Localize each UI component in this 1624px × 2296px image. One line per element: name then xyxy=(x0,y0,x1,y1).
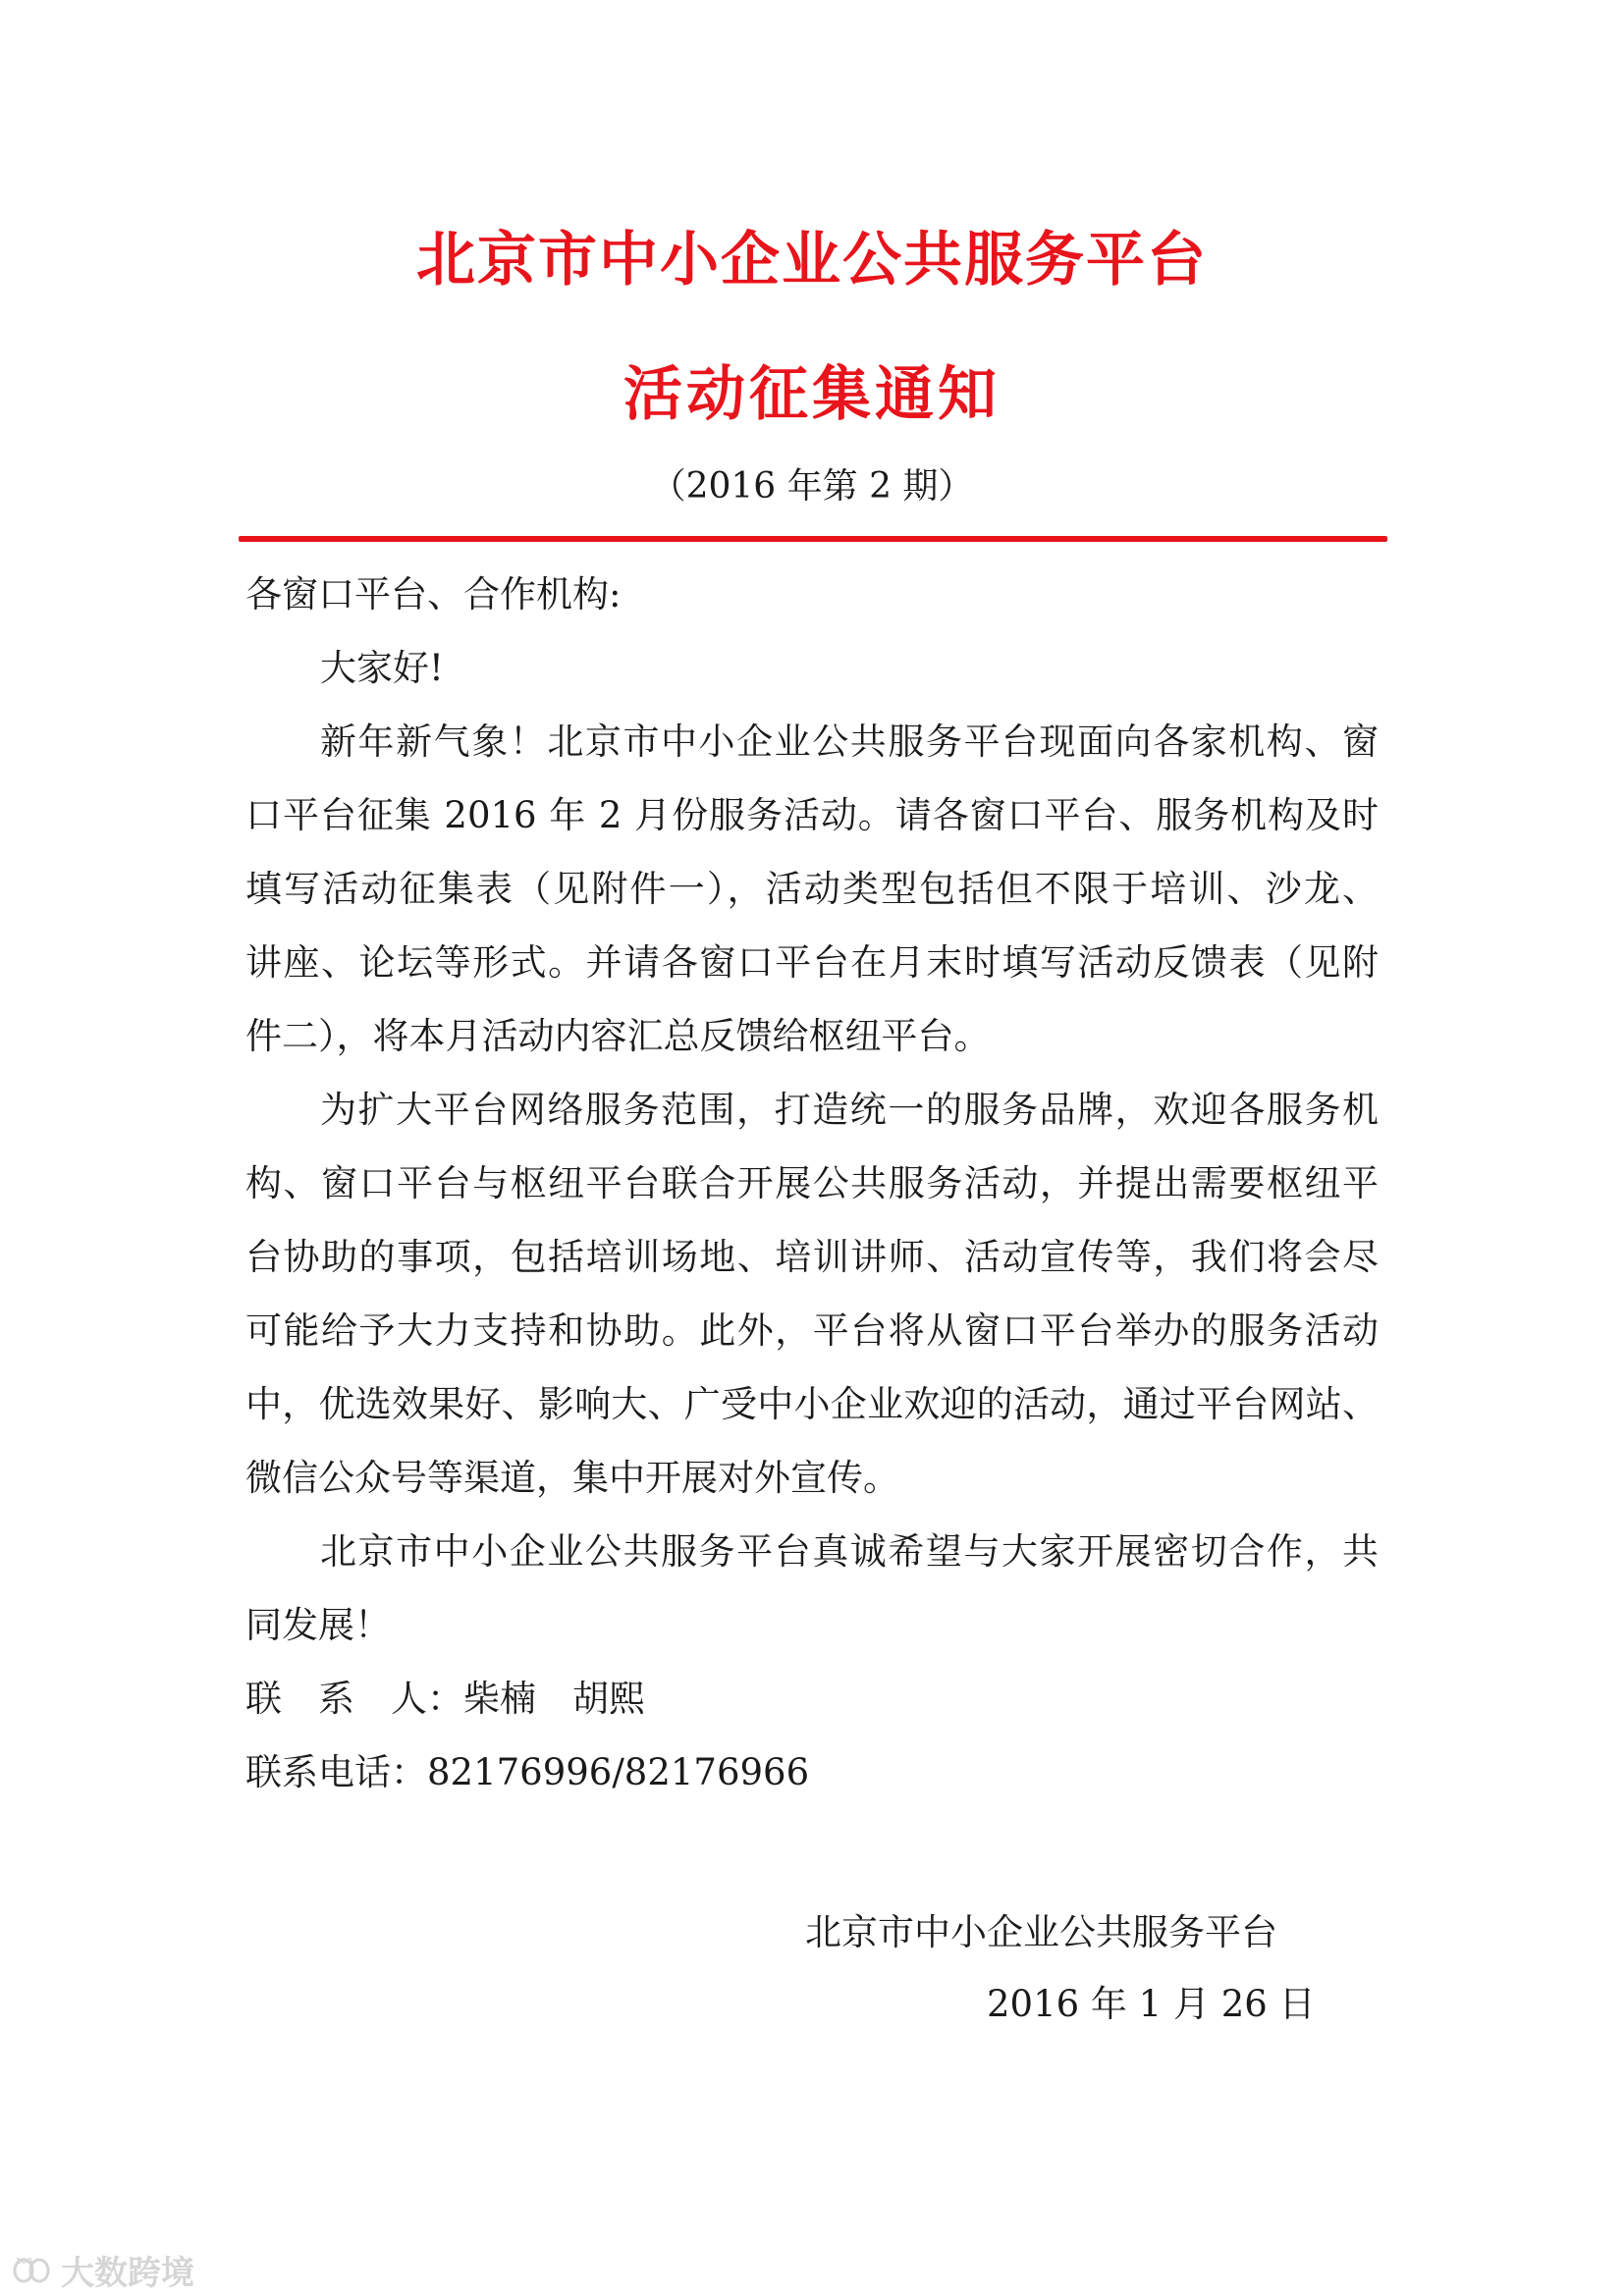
paragraph-2-line: 可能给予大力支持和协助。此外，平台将从窗口平台举办的服务活动 xyxy=(245,1309,1379,1352)
paragraph-2-line: 为扩大平台网络服务范围，打造统一的服务品牌，欢迎各服务机 xyxy=(320,1089,1379,1131)
watermark-logo-icon xyxy=(12,2255,53,2286)
paragraph-1-line: 讲座、论坛等形式。并请各窗口平台在月末时填写活动反馈表（见附 xyxy=(245,941,1379,984)
paragraph-3-line: 同发展！ xyxy=(245,1604,391,1646)
watermark xyxy=(12,2246,194,2294)
watermark-logo-text: 100 xyxy=(16,2256,32,2266)
notice-title-line1: 北京市中小企业公共服务平台 xyxy=(416,226,1208,294)
paragraph-2-line: 微信公众号等渠道，集中开展对外宣传。 xyxy=(245,1457,899,1499)
salutation: 各窗口平台、合作机构: xyxy=(245,573,622,615)
greeting: 大家好! xyxy=(320,647,444,689)
red-divider xyxy=(239,536,1387,542)
contact-person: 联 系 人：柴楠 胡熙 xyxy=(245,1678,645,1720)
paragraph-1-line: 件二），将本月活动内容汇总反馈给枢纽平台。 xyxy=(245,1015,991,1057)
contact-phone: 联系电话：82176996/82176966 xyxy=(245,1751,810,1793)
paragraph-3-line: 北京市中小企业公共服务平台真诚希望与大家开展密切合作，共 xyxy=(320,1530,1379,1573)
watermark-text: 大数跨境 xyxy=(61,2254,194,2293)
issue-number: （2016 年第 2 期） xyxy=(650,466,974,507)
issue-date: 2016 年 1 月 26 日 xyxy=(987,1983,1316,2025)
signature: 北京市中小企业公共服务平台 xyxy=(805,1911,1277,1953)
paragraph-1-line: 填写活动征集表（见附件一），活动类型包括但不限于培训、沙龙、 xyxy=(245,868,1379,910)
paragraph-2-line: 构、窗口平台与枢纽平台联合开展公共服务活动，并提出需要枢纽平 xyxy=(245,1162,1379,1204)
paragraph-2-line: 中，优选效果好、影响大、广受中小企业欢迎的活动，通过平台网站、 xyxy=(245,1383,1379,1425)
paragraph-1-line: 新年新气象！北京市中小企业公共服务平台现面向各家机构、窗 xyxy=(320,721,1379,763)
paragraph-2-line: 台协助的事项，包括培训场地、培训讲师、活动宣传等，我们将会尽 xyxy=(245,1236,1379,1278)
notice-title-line2: 活动征集通知 xyxy=(623,360,1001,429)
paragraph-1-line: 口平台征集 2016 年 2 月份服务活动。请各窗口平台、服务机构及时 xyxy=(245,794,1379,836)
